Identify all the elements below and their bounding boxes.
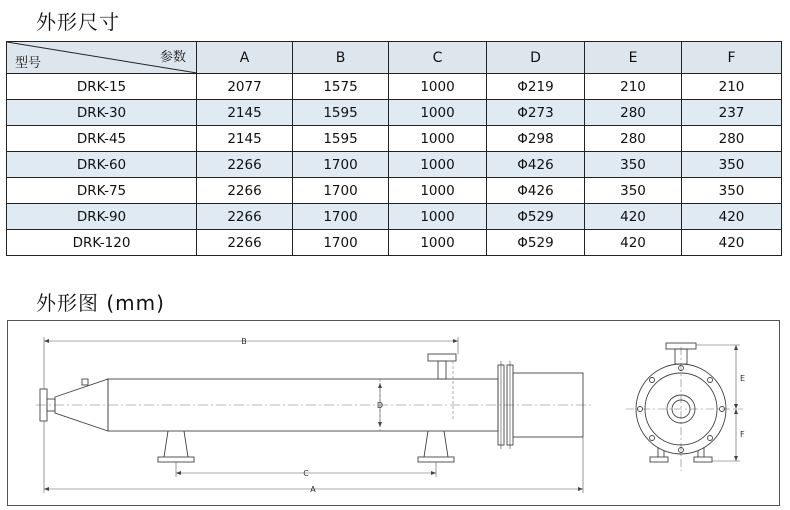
value-cell: 350 — [682, 178, 782, 204]
value-cell: Φ426 — [487, 178, 585, 204]
value-cell: 2266 — [197, 152, 293, 178]
value-cell: Φ529 — [487, 230, 585, 256]
column-header-a: A — [197, 42, 293, 74]
outlet-nozzle — [438, 361, 446, 379]
value-cell: 1700 — [293, 178, 389, 204]
value-cell: 420 — [682, 230, 782, 256]
dim-a-label: B — [241, 337, 247, 346]
table-row — [7, 152, 782, 178]
outline-drawing — [8, 321, 779, 505]
dimension-arrows — [44, 339, 583, 491]
value-cell: 1700 — [293, 230, 389, 256]
value-cell: 1595 — [293, 126, 389, 152]
value-cell: 1000 — [389, 126, 487, 152]
value-cell: 1700 — [293, 204, 389, 230]
model-cell: DRK-45 — [7, 126, 197, 152]
value-cell: Φ298 — [487, 126, 585, 152]
value-cell: 420 — [585, 230, 682, 256]
value-cell: 1000 — [389, 74, 487, 100]
table-row — [7, 100, 782, 126]
column-header-f: F — [682, 42, 782, 74]
dim-a-label: A — [310, 485, 316, 494]
table-row — [7, 74, 782, 100]
value-cell: 2266 — [197, 230, 293, 256]
value-cell: 237 — [682, 100, 782, 126]
support-base-left — [158, 457, 194, 462]
dimensions-table — [6, 41, 782, 256]
value-cell: 1000 — [389, 178, 487, 204]
drawing-section-title: 外形图 (mm) — [36, 291, 165, 315]
value-cell: 280 — [585, 100, 682, 126]
value-cell: 1000 — [389, 152, 487, 178]
value-cell: 2145 — [197, 100, 293, 126]
model-cell: DRK-60 — [7, 152, 197, 178]
table-row — [7, 204, 782, 230]
outlet-flange — [428, 354, 456, 361]
table-corner-cell — [7, 42, 197, 74]
value-cell: 1700 — [293, 152, 389, 178]
outline-drawing-frame — [7, 320, 780, 506]
value-cell: 1595 — [293, 100, 389, 126]
model-cell: DRK-75 — [7, 178, 197, 204]
value-cell: 1000 — [389, 230, 487, 256]
table-row — [7, 126, 782, 152]
value-cell: 350 — [585, 152, 682, 178]
end-base-right — [694, 457, 712, 462]
corner-model-label: 型号 — [15, 56, 42, 71]
model-cell: DRK-15 — [7, 74, 197, 100]
dimensions-section-title: 外形尺寸 — [36, 10, 120, 34]
value-cell: 350 — [682, 152, 782, 178]
corner-param-label: 参数 — [159, 50, 186, 65]
column-header-d: D — [487, 42, 585, 74]
column-header-e: E — [585, 42, 682, 74]
value-cell: Φ219 — [487, 74, 585, 100]
side-view — [36, 354, 593, 462]
dim-c-label: C — [303, 469, 309, 478]
value-cell: 420 — [682, 204, 782, 230]
value-cell: 350 — [585, 178, 682, 204]
model-cell: DRK-120 — [7, 230, 197, 256]
value-cell: 210 — [585, 74, 682, 100]
value-cell: 1000 — [389, 100, 487, 126]
column-header-b: B — [293, 42, 389, 74]
value-cell: 280 — [682, 126, 782, 152]
dim-e-label: E — [740, 374, 746, 383]
end-dimension-lines — [696, 345, 740, 461]
value-cell: Φ273 — [487, 100, 585, 126]
dim-d-label: D — [376, 401, 384, 410]
support-leg-right — [424, 431, 448, 457]
end-view — [626, 343, 745, 471]
table-row — [7, 230, 782, 256]
value-cell: 1575 — [293, 74, 389, 100]
support-leg-left — [164, 431, 188, 457]
value-cell: 420 — [585, 204, 682, 230]
model-cell: DRK-30 — [7, 100, 197, 126]
value-cell: 280 — [585, 126, 682, 152]
model-cell: DRK-90 — [7, 204, 197, 230]
value-cell: Φ426 — [487, 152, 585, 178]
value-cell: 2145 — [197, 126, 293, 152]
table-row — [7, 178, 782, 204]
dimension-lines — [44, 337, 583, 493]
value-cell: 2266 — [197, 204, 293, 230]
end-base-left — [650, 457, 668, 462]
value-cell: 210 — [682, 74, 782, 100]
value-cell: 2077 — [197, 74, 293, 100]
value-cell: 2266 — [197, 178, 293, 204]
vent-nozzle — [82, 379, 88, 385]
value-cell: Φ529 — [487, 204, 585, 230]
value-cell: 1000 — [389, 204, 487, 230]
dim-f-label: F — [740, 430, 745, 439]
support-base-right — [418, 457, 454, 462]
table-header-row — [7, 42, 782, 74]
column-header-c: C — [389, 42, 487, 74]
